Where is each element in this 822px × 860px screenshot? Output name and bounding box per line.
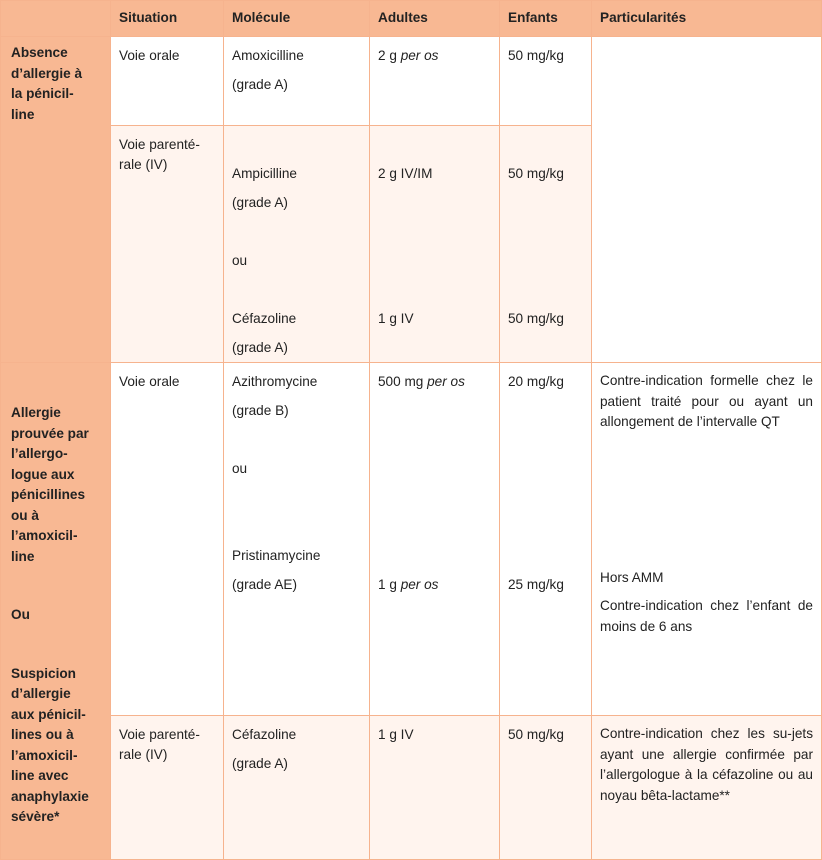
adult-route: per os xyxy=(427,374,465,389)
category-line: line xyxy=(11,106,35,122)
header-particularites: Particularités xyxy=(592,1,822,37)
adult-route: per os xyxy=(400,577,439,592)
situation-cell xyxy=(111,363,224,716)
category-line: d’allergie à xyxy=(11,65,83,81)
particularites-cell xyxy=(592,363,822,716)
category-line: line avec xyxy=(11,768,69,783)
category-line: l’amoxicil- xyxy=(11,747,78,763)
child-dose: 50 mg/kg xyxy=(508,166,564,181)
table-row xyxy=(1,37,822,126)
header-enfants: Enfants xyxy=(500,1,592,37)
molecule-cell xyxy=(224,126,370,363)
child-dose: 25 mg/kg xyxy=(508,577,564,592)
category-line: l’amoxicil- xyxy=(11,528,78,543)
table-row xyxy=(1,363,822,716)
adultes-cell xyxy=(370,716,500,860)
molecule-grade: (grade A) xyxy=(232,77,288,92)
molecule-grade: (grade B) xyxy=(232,403,289,418)
particularites-cell-empty xyxy=(592,37,822,363)
particularites-cell xyxy=(592,716,822,860)
adultes-cell xyxy=(370,363,500,716)
category-line: Suspicion xyxy=(11,665,76,681)
adult-dose: 1 g xyxy=(378,577,397,592)
adult-dose: 1 g IV xyxy=(378,727,414,742)
molecule-name: Céfazoline xyxy=(232,311,297,326)
adultes-cell xyxy=(370,37,500,126)
category-line: Allergie xyxy=(11,405,61,420)
molecule-grade: (grade A) xyxy=(232,756,288,771)
molecule-name: Azithromycine xyxy=(232,374,318,389)
situation-text: Voie parenté- xyxy=(119,727,200,742)
adult-route: per os xyxy=(400,48,439,63)
molecule-grade: (grade A) xyxy=(232,195,288,210)
particularites-text: Contre-indication chez les su-jets ayant une allergie confirmée par l’allergologue à la céfazoline ou au noyau bêta-lactame** xyxy=(600,726,813,803)
header-situation: Situation xyxy=(111,1,224,37)
category-line: anaphylaxie xyxy=(11,788,89,804)
situation-cell xyxy=(111,716,224,860)
enfants-cell xyxy=(500,126,592,363)
molecule-cell xyxy=(224,363,370,716)
table-header-row xyxy=(1,1,822,37)
category-allergy xyxy=(1,363,111,860)
molecule-cell xyxy=(224,37,370,126)
enfants-cell xyxy=(500,37,592,126)
molecule-name: Céfazoline xyxy=(232,727,297,742)
category-line: line xyxy=(11,548,35,564)
category-line: prouvée par xyxy=(11,425,89,441)
category-line: l’allergo- xyxy=(11,446,68,461)
category-line: pénicillines xyxy=(11,487,86,502)
category-line: sévère* xyxy=(11,809,60,824)
child-dose: 50 mg/kg xyxy=(508,727,564,742)
adult-dose: 2 g IV/IM xyxy=(378,166,433,181)
child-dose: 20 mg/kg xyxy=(508,374,564,389)
situation-text: rale (IV) xyxy=(119,747,168,762)
header-adultes: Adultes xyxy=(370,1,500,37)
category-line: la pénicil- xyxy=(11,86,74,101)
adultes-cell xyxy=(370,126,500,363)
category-line: Absence xyxy=(11,45,68,60)
particularites-text: Contre-indication formelle chez le patient traité pour ou ayant un allongement de l’intervalle QT xyxy=(600,373,813,429)
adult-dose: 1 g IV xyxy=(378,311,414,326)
category-line: d’allergie xyxy=(11,686,71,701)
header-empty xyxy=(1,1,111,37)
molecule-name: Ampicilline xyxy=(232,166,297,181)
situation-text: Voie orale xyxy=(119,374,180,389)
category-line: lines ou à xyxy=(11,727,74,742)
category-or: Ou xyxy=(11,607,30,622)
category-line: aux pénicil- xyxy=(11,706,86,722)
adult-dose: 2 g xyxy=(378,48,397,63)
situation-cell xyxy=(111,126,224,363)
molecule-name: Amoxicilline xyxy=(232,48,304,63)
enfants-cell xyxy=(500,363,592,716)
molecule-grade: (grade A) xyxy=(232,340,288,355)
molecule-cell xyxy=(224,716,370,860)
category-line: ou à xyxy=(11,507,39,523)
child-dose: 50 mg/kg xyxy=(508,48,564,63)
molecule-name: Pristinamycine xyxy=(232,548,321,563)
particularites-text: Hors AMM xyxy=(600,569,664,585)
molecule-grade: (grade AE) xyxy=(232,577,297,592)
or-separator: ou xyxy=(232,461,248,476)
adult-dose: 500 mg xyxy=(378,374,424,389)
or-separator: ou xyxy=(232,253,248,268)
header-molecule: Molécule xyxy=(224,1,370,37)
situation-text: rale (IV) xyxy=(119,157,168,172)
particularites-text: Contre-indication chez l’enfant de moins de 6 ans xyxy=(600,598,813,634)
situation-cell xyxy=(111,37,224,126)
table-row xyxy=(1,716,822,860)
category-line: logue aux xyxy=(11,466,75,482)
category-no-allergy xyxy=(1,37,111,363)
child-dose: 50 mg/kg xyxy=(508,311,564,326)
situation-text: Voie orale xyxy=(119,48,180,63)
situation-text: Voie parenté- xyxy=(119,137,200,152)
enfants-cell xyxy=(500,716,592,860)
